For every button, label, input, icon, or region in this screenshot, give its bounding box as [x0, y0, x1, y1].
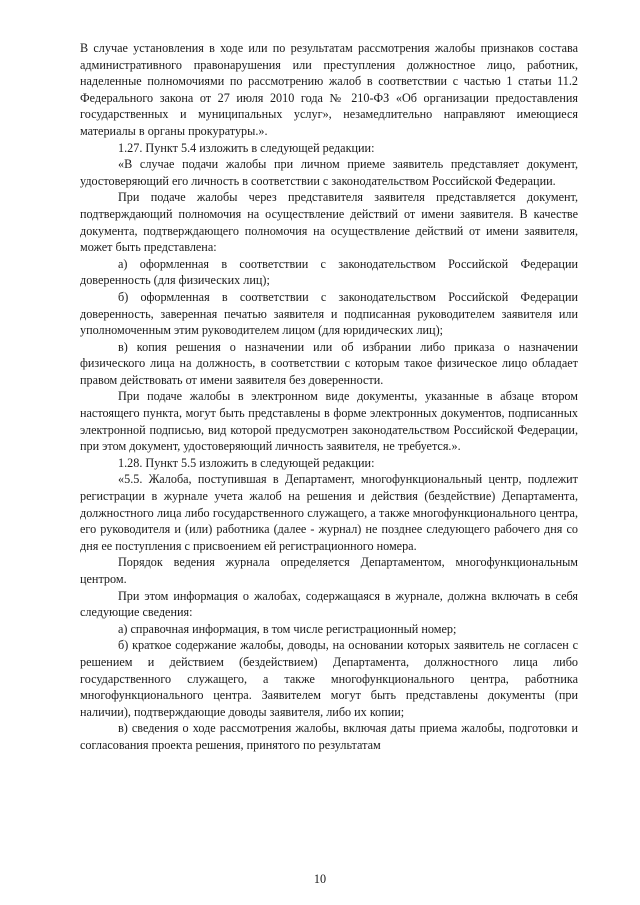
paragraph-list-b: б) оформленная в соответствии с законодательством Российской Федерации доверенность, заверенная печатью заявителя и подписанная руководителем заявителя или уполномоченным этим руководителем лицом (для юридических лиц); [80, 289, 578, 338]
paragraph-list-v: в) копия решения о назначении или об избрании либо приказа о назначении физического лица на должность, в соответствии с которым такое физическое лицо обладает правом действовать от имени заявителя без доверенности. [80, 339, 578, 387]
paragraph-journal-list-a: а) справочная информация, в том числе регистрационный номер; [118, 621, 457, 636]
paragraph-offense-materials: В случае установления в ходе или по результатам рассмотрения жалобы признаков состава административного правонарушения или преступления должностное лицо, работник, наделенные полномочиями по рассмотрению жалоб в соответствии с частью 1 статьи 11.2 Федерального закона от 27 июля 2010 года № 210-ФЗ «Об организации предоставления государственных и муниципальных услуг», незамедлительно направляют имеющиеся материалы в органы прокуратуры.». [80, 41, 578, 138]
paragraph-electronic-submission: При подаче жалобы в электронном виде документы, указанные в абзаце втором настоящего пункта, могут быть представлены в форме электронных документов, подписанных электронной подписью, вид которой предусмотрен законодательством Российской Федерации, при этом документ, удостоверяющий личность заявителя, не требуется.». [80, 389, 578, 454]
paragraph-list-a: а) оформленная в соответствии с законодательством Российской Федерации доверенность (для физических лиц); [80, 256, 578, 288]
page-number: 10 [313, 872, 327, 886]
paragraph-item-1-27: 1.27. Пункт 5.4 изложить в следующей редакции: [118, 140, 375, 155]
paragraph-representative: При подаче жалобы через представителя заявителя представляется документ, подтверждающий полномочия на осуществление действий от имени заявителя. В качестве документа, подтверждающего полномочия на осуществление действий от имени заявителя, может быть представлена: [80, 190, 578, 255]
paragraph-registration: «5.5. Жалоба, поступившая в Департамент, многофункциональный центр, подлежит регистрации в журнале учета жалоб на решения и действия (бездействие) Департамента, должностного лица либо государственного служащего, а также многофункционального центра, его руководителя и (или) работника (далее - журнал) не позднее следующего рабочего дня со дня ее поступления с присвоением ей регистрационного номера. [80, 472, 578, 553]
paragraph-personal-reception: «В случае подачи жалобы при личном приеме заявитель представляет документ, удостоверяющий его личность в соответствии с законодательством Российской Федерации. [80, 157, 578, 188]
paragraph-item-1-28: 1.28. Пункт 5.5 изложить в следующей редакции: [118, 455, 375, 470]
paragraph-journal-list-v: в) сведения о ходе рассмотрения жалобы, включая даты приема жалобы, подготовки и согласования проекта решения, принятого по результатам [80, 721, 578, 752]
paragraph-journal-content: При этом информация о жалобах, содержащаяся в журнале, должна включать в себя следующие сведения: [80, 588, 578, 620]
paragraph-journal-procedure: Порядок ведения журнала определяется Департаментом, многофункциональным центром. [80, 555, 578, 586]
paragraph-journal-list-b: б) краткое содержание жалобы, доводы, на основании которых заявитель не согласен с решением и действием (бездействием) Департамента, должностного лица либо государственного служащего, а также многофункционального центра, работника многофункционального центра. Заявителем могут быть представлены документы (при наличии), подтверждающие доводы заявителя, либо их копии; [80, 638, 578, 719]
